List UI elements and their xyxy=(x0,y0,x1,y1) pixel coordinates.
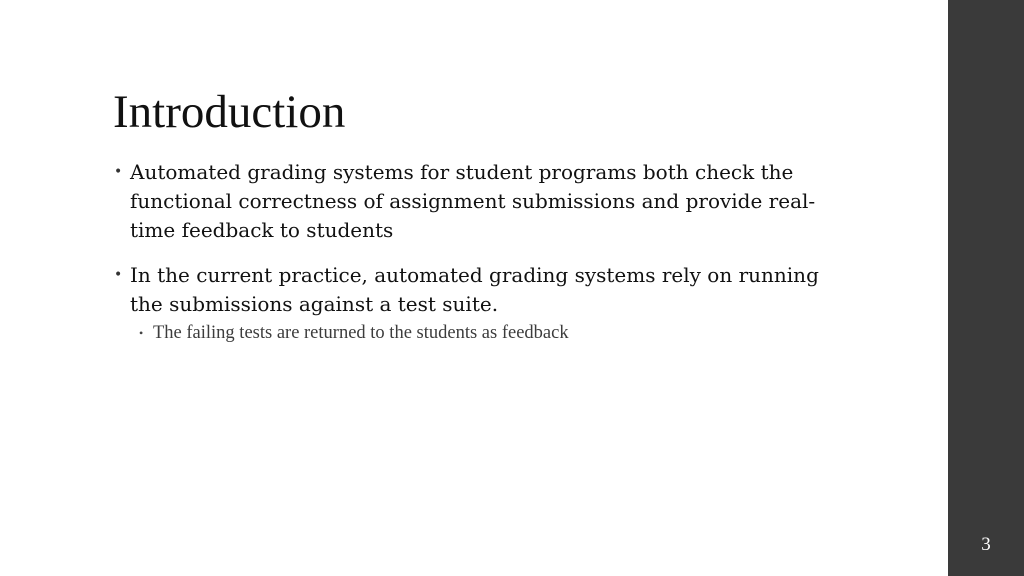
bullet-dot-icon: • xyxy=(114,267,123,283)
bullet-text: In the current practice, automated grading systems rely on running the submissions against a test suite. xyxy=(130,263,819,316)
sub-bullet-item xyxy=(131,321,833,345)
bullet-dot-icon: • xyxy=(114,164,123,180)
page-title: Introduction xyxy=(113,86,346,138)
sub-bullet-text: The failing tests are returned to the students as feedback xyxy=(153,323,569,343)
bullet-item xyxy=(113,261,833,345)
slide-number: 3 xyxy=(981,534,991,555)
bullet-list xyxy=(113,158,833,361)
sub-bullet-dot-icon: • xyxy=(139,326,144,340)
sub-bullet-list xyxy=(130,321,833,345)
bullet-text: Automated grading systems for student programs both check the functional correctness of assignment submissions and provide real-time feedback to students xyxy=(130,160,816,242)
bullet-item xyxy=(113,158,833,245)
sidebar-bar xyxy=(948,0,1024,576)
